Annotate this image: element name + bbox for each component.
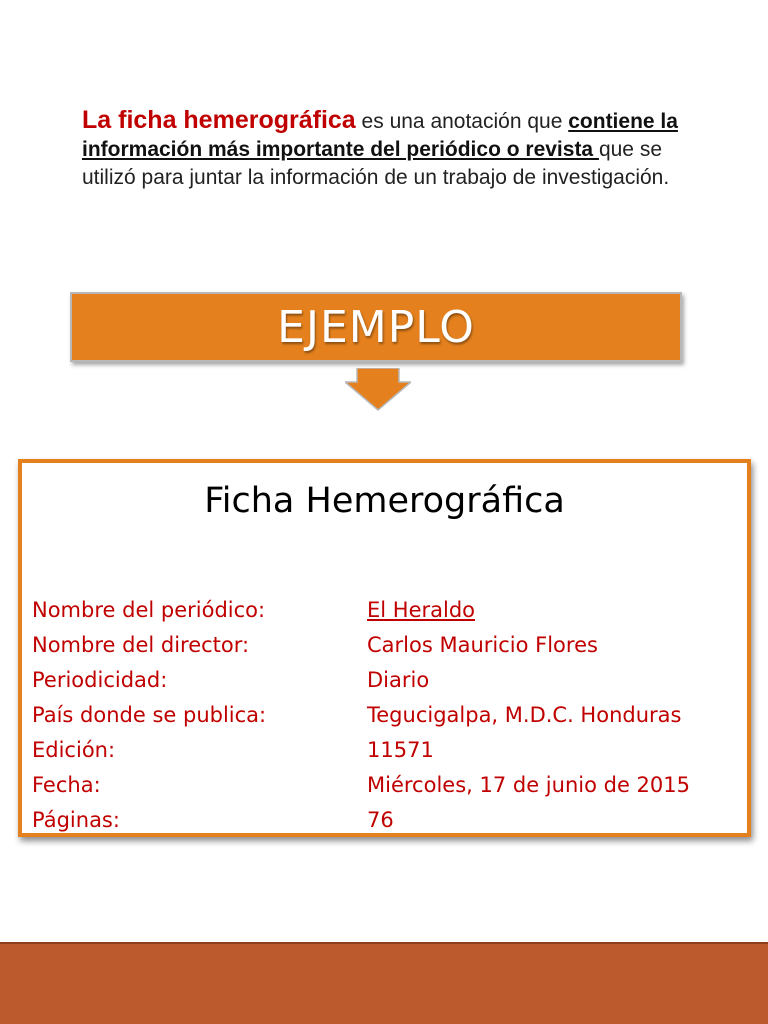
card-title: Ficha Hemerográfica (204, 481, 565, 521)
field-value: El Heraldo (367, 598, 476, 622)
field-value: 76 (367, 808, 394, 832)
ejemplo-banner (70, 292, 682, 362)
intro-text-2: que se utilizó para juntar la información de un trabajo de investigación. (82, 138, 670, 189)
intro-paragraph (82, 106, 682, 192)
field-value: Carlos Mauricio Flores (367, 633, 598, 657)
intro-lead: La ficha hemerográfica (82, 106, 356, 134)
field-row (32, 768, 690, 803)
field-list (32, 593, 690, 838)
footer-divider (0, 942, 768, 944)
field-row (32, 628, 690, 663)
banner-label: EJEMPLO (277, 301, 475, 353)
intro-key-phrase: contiene la información más importante del periódico o revista (82, 110, 678, 161)
field-label: Edición: (32, 738, 116, 762)
field-label: Nombre del periódico: (32, 598, 266, 622)
field-row (32, 803, 690, 838)
field-value: 11571 (367, 738, 434, 762)
field-row (32, 733, 690, 768)
field-row (32, 663, 690, 698)
ficha-card (18, 459, 751, 837)
field-label: Periodicidad: (32, 668, 168, 692)
field-row (32, 698, 690, 733)
field-row (32, 593, 690, 628)
footer-band (0, 942, 768, 1024)
field-value: Miércoles, 17 de junio de 2015 (367, 773, 690, 797)
down-arrow-icon (345, 368, 411, 412)
field-value: Diario (367, 668, 430, 692)
field-label: Páginas: (32, 808, 120, 832)
field-label: País donde se publica: (32, 703, 267, 727)
field-label: Fecha: (32, 773, 101, 797)
field-value: Tegucigalpa, M.D.C. Honduras (367, 703, 682, 727)
field-label: Nombre del director: (32, 633, 250, 657)
intro-text-1: es una anotación que (355, 110, 569, 133)
